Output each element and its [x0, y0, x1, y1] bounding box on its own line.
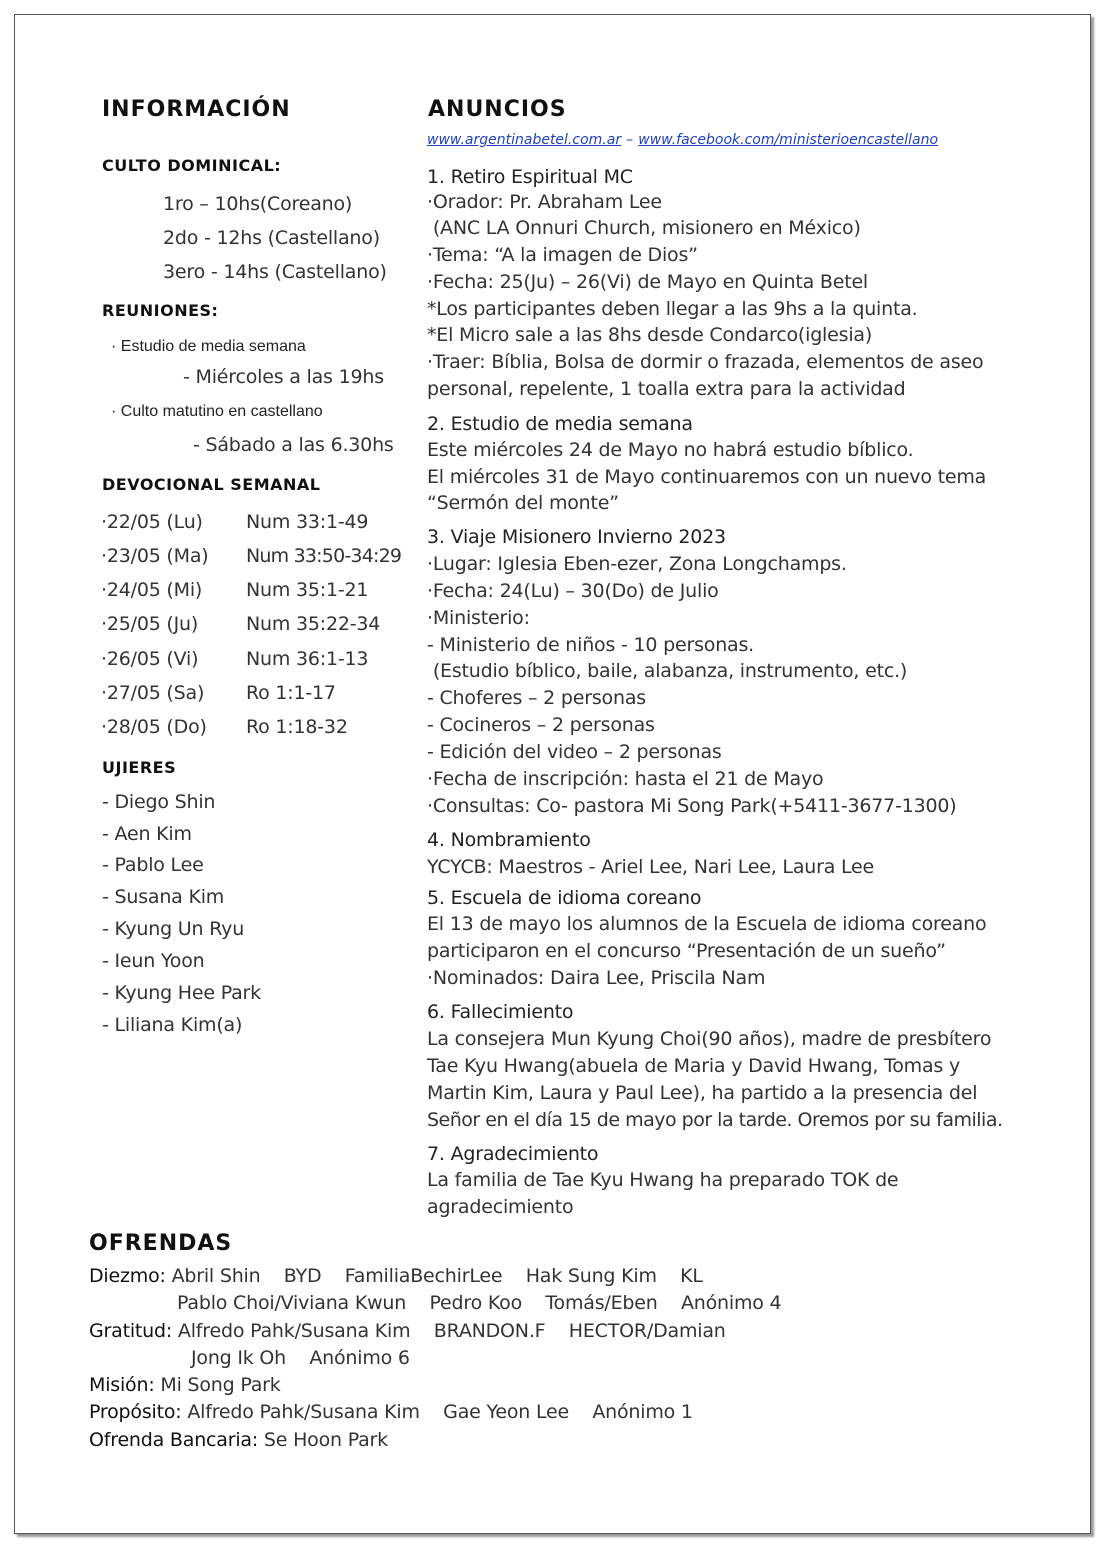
ujier-item: - Pablo Lee: [102, 854, 204, 876]
reunion-name: · Estudio de media semana: [111, 338, 306, 355]
anuncio-title: 6. Fallecimiento: [427, 1001, 574, 1023]
anuncio-line: agradecimiento: [427, 1196, 574, 1218]
ofrendas-title: OFRENDAS: [89, 1231, 233, 1256]
anuncio-title: 2. Estudio de media semana: [427, 413, 693, 435]
ofrenda-label: Misión:: [89, 1374, 155, 1396]
anuncio-line: Este miércoles 24 de Mayo no habrá estudio bíblico.: [427, 439, 914, 461]
anuncio-line: El 13 de mayo los alumnos de la Escuela de idioma coreano: [427, 913, 987, 935]
reunion-time: - Miércoles a las 19hs: [183, 366, 384, 388]
website-link[interactable]: www.argentinabetel.com.ar: [427, 132, 622, 148]
devocional-date: ·22/05 (Lu): [101, 511, 203, 533]
ofrenda-row: [177, 1292, 781, 1314]
reunion-time: - Sábado a las 6.30hs: [193, 434, 394, 456]
devocional-title: DEVOCIONAL SEMANAL: [102, 475, 321, 494]
link-separator: –: [626, 132, 634, 148]
ujier-item: - Ieun Yoon: [102, 950, 205, 972]
anuncio-line: ·Tema: “A la imagen de Dios”: [427, 244, 698, 266]
anuncio-title: 4. Nombramiento: [427, 829, 591, 851]
culto-item: 3ero - 14hs (Castellano): [163, 261, 387, 283]
devocional-ref: Num 33:1-49: [246, 511, 369, 533]
devocional-ref: Num 33:50-34:29: [246, 545, 402, 567]
devocional-ref: Num 35:1-21: [246, 579, 369, 601]
culto-item: 1ro – 10hs(Coreano): [163, 193, 353, 215]
anuncio-line: Señor en el día 15 de mayo por la tarde. Oremos por su familia.: [427, 1109, 1003, 1131]
ujier-item: - Susana Kim: [102, 886, 225, 908]
anuncio-line: - Edición del video – 2 personas: [427, 741, 722, 763]
reuniones-title: REUNIONES:: [102, 301, 219, 320]
links-row: [427, 129, 938, 148]
anuncio-line: Tae Kyu Hwang(abuela de Maria y David Hwang, Tomas y: [427, 1055, 960, 1077]
ujier-item: - Kyung Un Ryu: [102, 918, 245, 940]
devocional-ref: Ro 1:18-32: [246, 716, 348, 738]
devocional-date: ·23/05 (Ma): [101, 545, 209, 567]
culto-item: 2do - 12hs (Castellano): [163, 227, 380, 249]
anuncio-line: Martin Kim, Laura y Paul Lee), ha partido a la presencia del: [427, 1082, 978, 1104]
ofrenda-row: [89, 1429, 388, 1451]
anuncio-line: ·Ministerio:: [427, 607, 530, 629]
culto-title: CULTO DOMINICAL:: [102, 156, 282, 175]
anuncio-line: participaron en el concurso “Presentación de un sueño”: [427, 940, 946, 962]
ofrenda-row: [89, 1374, 281, 1396]
anuncio-line: La consejera Mun Kyung Choi(90 años), madre de presbítero: [427, 1028, 992, 1050]
devocional-date: ·24/05 (Mi): [101, 579, 203, 601]
ofrenda-names: Se Hoon Park: [263, 1429, 388, 1451]
anuncio-line: ·Fecha de inscripción: hasta el 21 de Mayo: [427, 768, 824, 790]
anuncio-line: - Cocineros – 2 personas: [427, 714, 655, 736]
devocional-date: ·27/05 (Sa): [101, 682, 205, 704]
anuncio-line: El miércoles 31 de Mayo continuaremos con un nuevo tema: [427, 466, 987, 488]
anuncio-line: ·Nominados: Daira Lee, Priscila Nam: [427, 967, 766, 989]
devocional-date: ·25/05 (Ju): [101, 613, 199, 635]
anuncio-line: *El Micro sale a las 8hs desde Condarco(iglesia): [427, 324, 873, 346]
ofrenda-row: [89, 1265, 703, 1287]
anuncio-line: La familia de Tae Kyu Hwang ha preparado TOK de: [427, 1169, 899, 1191]
anuncio-line: ·Traer: Bíblia, Bolsa de dormir o frazada, elementos de aseo: [427, 351, 984, 373]
ujier-item: - Aen Kim: [102, 823, 192, 845]
ofrenda-row: [89, 1320, 726, 1342]
anuncio-line: “Sermón del monte”: [427, 492, 619, 514]
devocional-ref: Num 36:1-13: [246, 648, 369, 670]
anuncio-title: 1. Retiro Espiritual MC: [427, 166, 633, 188]
devocional-date: ·26/05 (Vi): [101, 648, 199, 670]
anuncios-title: ANUNCIOS: [428, 97, 567, 122]
anuncio-title: 7. Agradecimiento: [427, 1143, 599, 1165]
anuncio-line: ·Fecha: 24(Lu) – 30(Do) de Julio: [427, 580, 719, 602]
anuncio-line: (Estudio bíblico, baile, alabanza, instrumento, etc.): [427, 660, 908, 682]
ofrenda-row: [191, 1347, 410, 1369]
ofrenda-names: Alfredo Pahk/Susana Kim Gae Yeon Lee Anónimo 1: [187, 1401, 693, 1423]
anuncio-line: ·Lugar: Iglesia Eben-ezer, Zona Longchamps.: [427, 553, 847, 575]
anuncio-title: 3. Viaje Misionero Invierno 2023: [427, 526, 726, 548]
anuncio-line: - Ministerio de niños - 10 personas.: [427, 634, 755, 656]
anuncio-title: 5. Escuela de idioma coreano: [427, 887, 702, 909]
devocional-ref: Num 35:22-34: [246, 613, 381, 635]
anuncio-line: YCYCB: Maestros - Ariel Lee, Nari Lee, Laura Lee: [427, 856, 875, 878]
ofrenda-names: Abril Shin BYD FamiliaBechirLee Hak Sung Kim KL: [171, 1265, 703, 1287]
ofrenda-label: Gratitud:: [89, 1320, 173, 1342]
anuncio-line: ·Fecha: 25(Ju) – 26(Vi) de Mayo en Quinta Betel: [427, 271, 869, 293]
ujier-item: - Diego Shin: [102, 791, 216, 813]
facebook-link[interactable]: www.facebook.com/ministerioencastellano: [638, 132, 939, 148]
ujier-item: - Liliana Kim(a): [102, 1014, 243, 1036]
anuncio-line: - Choferes – 2 personas: [427, 687, 646, 709]
ujieres-title: UJIERES: [102, 758, 177, 777]
ofrenda-label: Diezmo:: [89, 1265, 166, 1287]
ofrenda-names: Mi Song Park: [160, 1374, 281, 1396]
anuncio-line: ·Orador: Pr. Abraham Lee: [427, 191, 662, 213]
info-title: INFORMACIÓN: [102, 97, 291, 122]
anuncio-line: ·Consultas: Co- pastora Mi Song Park(+5411-3677-1300): [427, 795, 957, 817]
ofrenda-row: [89, 1401, 693, 1423]
ofrenda-names: Alfredo Pahk/Susana Kim BRANDON.F HECTOR/Damian: [177, 1320, 726, 1342]
ujier-item: - Kyung Hee Park: [102, 982, 261, 1004]
reunion-name: · Culto matutino en castellano: [111, 403, 323, 420]
ofrenda-label: Ofrenda Bancaria:: [89, 1429, 259, 1451]
ofrenda-names: Jong Ik Oh Anónimo 6: [191, 1347, 410, 1369]
devocional-ref: Ro 1:1-17: [246, 682, 336, 704]
anuncio-line: *Los participantes deben llegar a las 9hs a la quinta.: [427, 298, 918, 320]
anuncio-line: personal, repelente, 1 toalla extra para la actividad: [427, 378, 906, 400]
ofrenda-names: Pablo Choi/Viviana Kwun Pedro Koo Tomás/Eben Anónimo 4: [177, 1292, 782, 1314]
devocional-date: ·28/05 (Do): [101, 716, 207, 738]
ofrenda-label: Propósito:: [89, 1401, 182, 1423]
anuncio-line: (ANC LA Onnuri Church, misionero en México): [427, 217, 861, 239]
document-page: [14, 14, 1091, 1534]
